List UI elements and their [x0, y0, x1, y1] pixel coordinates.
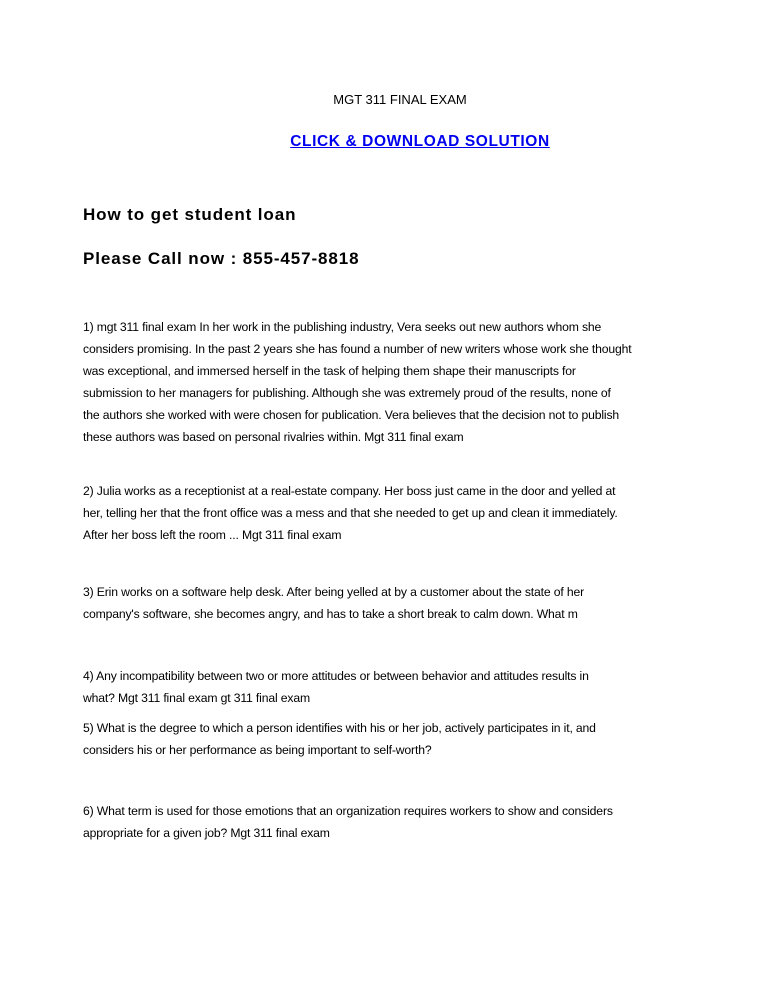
question-line: 1) mgt 311 final exam In her work in the publishing industry, Vera seeks out new authors whom she	[83, 320, 602, 334]
question-line: considers his or her performance as being important to self-worth?	[83, 743, 432, 757]
question-line: what? Mgt 311 final exam gt 311 final exam	[83, 691, 310, 705]
question-5	[83, 717, 596, 761]
question-line: appropriate for a given job? Mgt 311 final exam	[83, 826, 330, 840]
question-line: the authors she worked with were chosen for publication. Vera believes that the decision not to publish	[83, 408, 620, 422]
question-line: 2) Julia works as a receptionist at a real-estate company. Her boss just came in the door and yelled at	[83, 484, 616, 498]
heading-student-loan: How to get student loan	[83, 205, 297, 224]
question-3	[83, 581, 584, 625]
question-2	[83, 480, 618, 546]
question-line: these authors was based on personal rivalries within. Mgt 311 final exam	[83, 430, 464, 444]
document-title: MGT 311 FINAL EXAM	[333, 92, 467, 107]
question-line: considers promising. In the past 2 years she has found a number of new writers whose work she thought	[83, 342, 632, 356]
question-1	[83, 316, 631, 448]
question-line: 5) What is the degree to which a person identifies with his or her job, actively participates in it, and	[83, 721, 596, 735]
download-solution-link[interactable]: CLICK & DOWNLOAD SOLUTION	[290, 133, 550, 150]
question-line: 3) Erin works on a software help desk. After being yelled at by a customer about the state of her	[83, 585, 584, 599]
heading-call-now: Please Call now : 855-457-8818	[83, 249, 360, 268]
question-line: 4) Any incompatibility between two or more attitudes or between behavior and attitudes results in	[83, 669, 589, 683]
question-line: 6) What term is used for those emotions that an organization requires workers to show and considers	[83, 804, 613, 818]
question-line: her, telling her that the front office was a mess and that she needed to get up and clean it immediately.	[83, 506, 618, 520]
question-line: company's software, she becomes angry, and has to take a short break to calm down. What m	[83, 607, 578, 621]
question-6	[83, 800, 613, 844]
question-line: submission to her managers for publishing. Although she was extremely proud of the results, none of	[83, 386, 611, 400]
question-line: After her boss left the room ... Mgt 311 final exam	[83, 528, 342, 542]
question-line: was exceptional, and immersed herself in the task of helping them shape their manuscripts for	[83, 364, 576, 378]
question-4	[83, 665, 589, 709]
